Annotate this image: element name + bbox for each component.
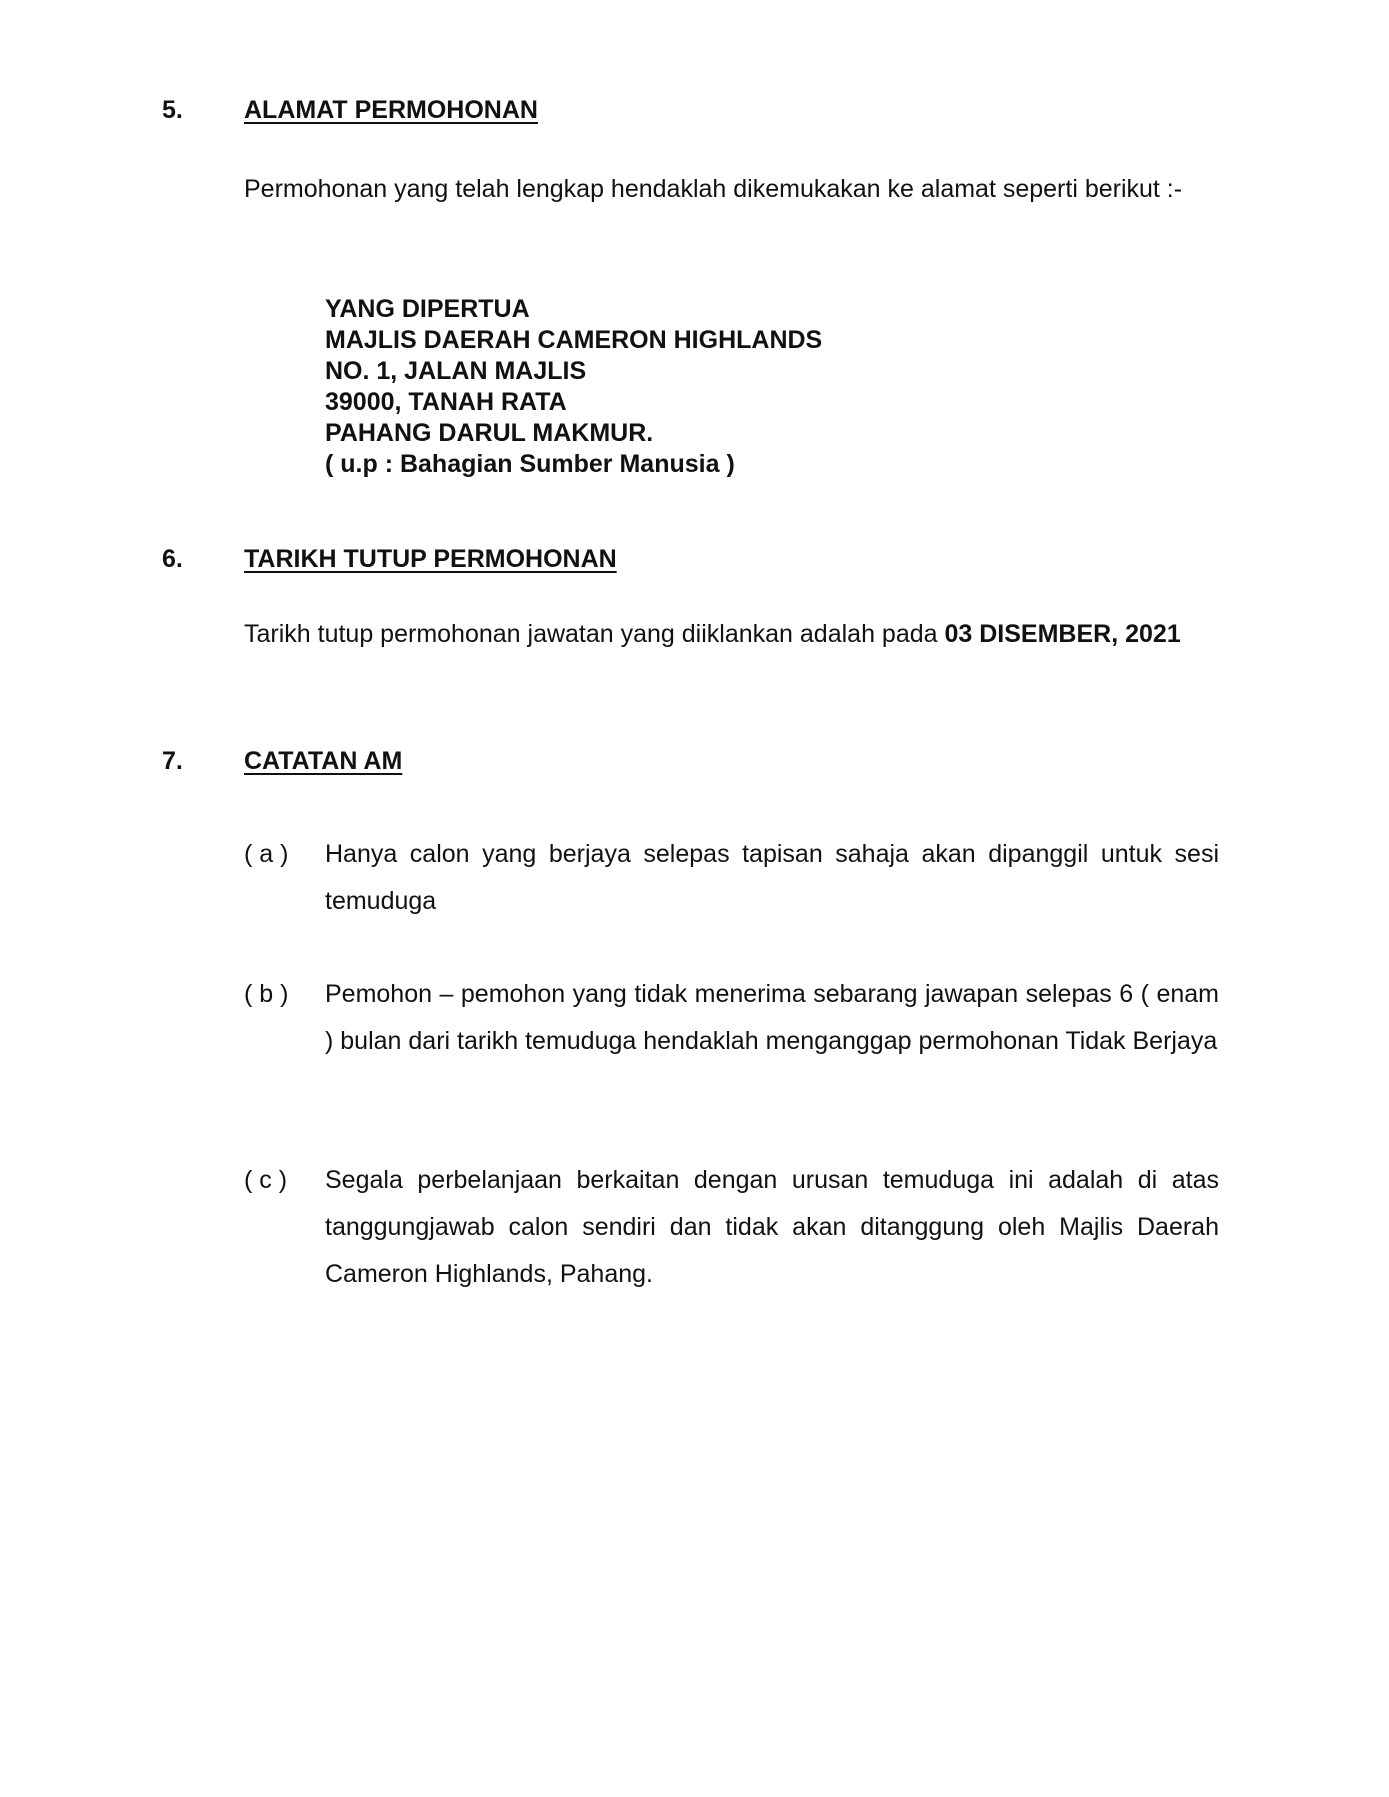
section-6-title: TARIKH TUTUP PERMOHONAN (244, 545, 617, 573)
note-item-text: Hanya calon yang berjaya selepas tapisan sahaja akan dipanggil untuk sesi temuduga (325, 840, 1219, 915)
address-line: NO. 1, JALAN MAJLIS (325, 357, 587, 385)
section-7-number: 7. (162, 747, 183, 775)
note-item-label: ( c ) (244, 1166, 288, 1194)
closing-date-sentence: Tarikh tutup permohonan jawatan yang diiklankan adalah pada (244, 620, 945, 648)
closing-date: 03 DISEMBER, 2021 (944, 620, 1181, 648)
address-line: MAJLIS DAERAH CAMERON HIGHLANDS (325, 326, 823, 354)
address-line: ( u.p : Bahagian Sumber Manusia ) (325, 450, 735, 478)
address-line: 39000, TANAH RATA (325, 388, 567, 416)
section-6-text (244, 619, 1219, 650)
note-item-label: ( b ) (244, 980, 289, 1008)
note-item-label: ( a ) (244, 840, 289, 868)
note-item-text: Segala perbelanjaan berkaitan dengan urusan temuduga ini adalah di atas tanggungjawab calon sendiri dan tidak akan ditanggung oleh Majlis Daerah Cameron Highlands, Pahang. (325, 1166, 1219, 1288)
section-5-intro: Permohonan yang telah lengkap hendaklah dikemukakan ke alamat seperti berikut :- (244, 175, 1183, 203)
address-line: PAHANG DARUL MAKMUR. (325, 419, 654, 447)
address-line: YANG DIPERTUA (325, 295, 530, 323)
section-5-title: ALAMAT PERMOHONAN (244, 96, 538, 124)
section-7-title: CATATAN AM (244, 747, 403, 775)
section-6-number: 6. (162, 545, 183, 573)
section-5-number: 5. (162, 96, 183, 124)
address-block (325, 294, 822, 480)
note-item-text: Pemohon – pemohon yang tidak menerima sebarang jawapan selepas 6 ( enam ) bulan dari tarikh temuduga hendaklah menganggap permohonan Tidak Berjaya (325, 980, 1219, 1055)
